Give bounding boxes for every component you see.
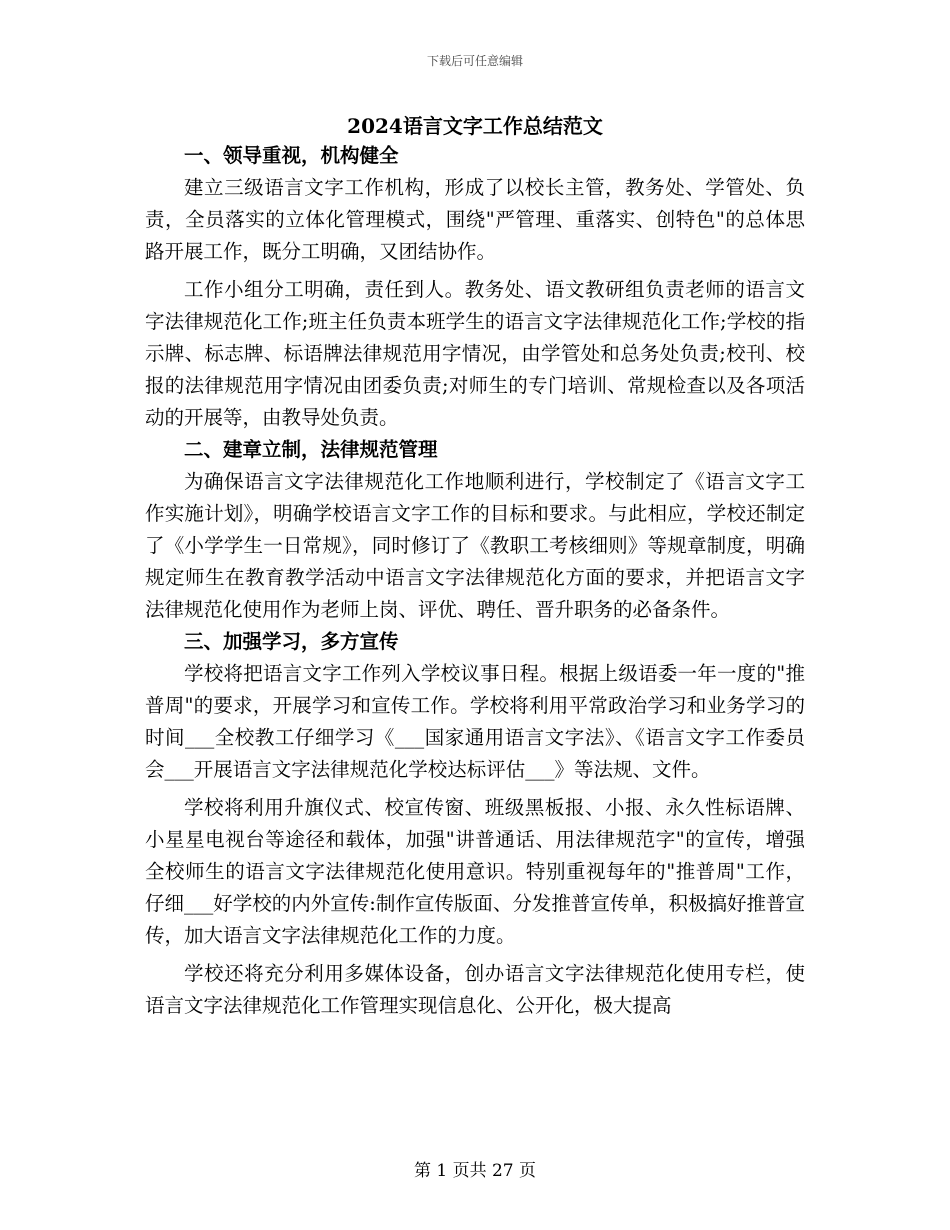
section-heading: 一、领导重视，机构健全 — [184, 144, 399, 167]
paragraph: 学校将利用升旗仪式、校宣传窗、班级黑板报、小报、永久性标语牌、小星星电视台等途径和载体，加强"讲普通话、用法律规范字"的宣传，增强全校师生的语言文字法律规范化使用意识。特别重视每年的"推普周"工作，仔细___好学校的内外宣传:制作宣传版面、分发推普宣传单，积极搞好推普宣传，加大语言文字法律规范化工作的力度。 — [145, 796, 805, 947]
document-body — [145, 140, 805, 1022]
paragraph: 建立三级语言文字工作机构，形成了以校长主管，教务处、学管处、负责，全员落实的立体化管理模式，围绕"严管理、重落实、创特色"的总体思路开展工作，既分工明确，又团结协作。 — [145, 176, 805, 263]
section-heading: 二、建章立制，法律规范管理 — [184, 438, 438, 461]
section-heading: 三、加强学习，多方宣传 — [184, 630, 399, 653]
page-footer: 第 1 页共 27 页 — [413, 1161, 537, 1181]
document-title: 2024语言文字工作总结范文 — [347, 114, 603, 138]
paragraph: 学校将把语言文字工作列入学校议事日程。根据上级语委一年一度的"推普周"的要求，开展学习和宣传工作。学校将利用平常政治学习和业务学习的时间___全校教工仔细学习《___国家通用语言文字法》、《语言文字工作委员会___开展语言文字法律规范化学校达标评估___》等法规、文件。 — [145, 662, 805, 781]
header-note: 下载后可任意编辑 — [426, 54, 523, 68]
paragraph: 为确保语言文字法律规范化工作地顺利进行，学校制定了《语言文字工作实施计划》，明确学校语言文字工作的目标和要求。与此相应，学校还制定了《小学学生一日常规》，同时修订了《教职工考核细则》等规章制度，明确规定师生在教育教学活动中语言文字法律规范化方面的要求，并把语言文字法律规范化使用作为老师上岗、评优、聘任、晋升职务的必备条件。 — [145, 470, 805, 621]
paragraph: 学校还将充分利用多媒体设备，创办语言文字法律规范化使用专栏，使语言文字法律规范化工作管理实现信息化、公开化，极大提高 — [145, 962, 805, 1017]
paragraph: 工作小组分工明确，责任到人。教务处、语文教研组负责老师的语言文字法律规范化工作;班主任负责本班学生的语言文字法律规范化工作;学校的指示牌、标志牌、标语牌法律规范用字情况，由学管处和总务处负责;校刊、校报的法律规范用字情况由团委负责;对师生的专门培训、常规检查以及各项活动的开展等，由教导处负责。 — [145, 278, 805, 429]
